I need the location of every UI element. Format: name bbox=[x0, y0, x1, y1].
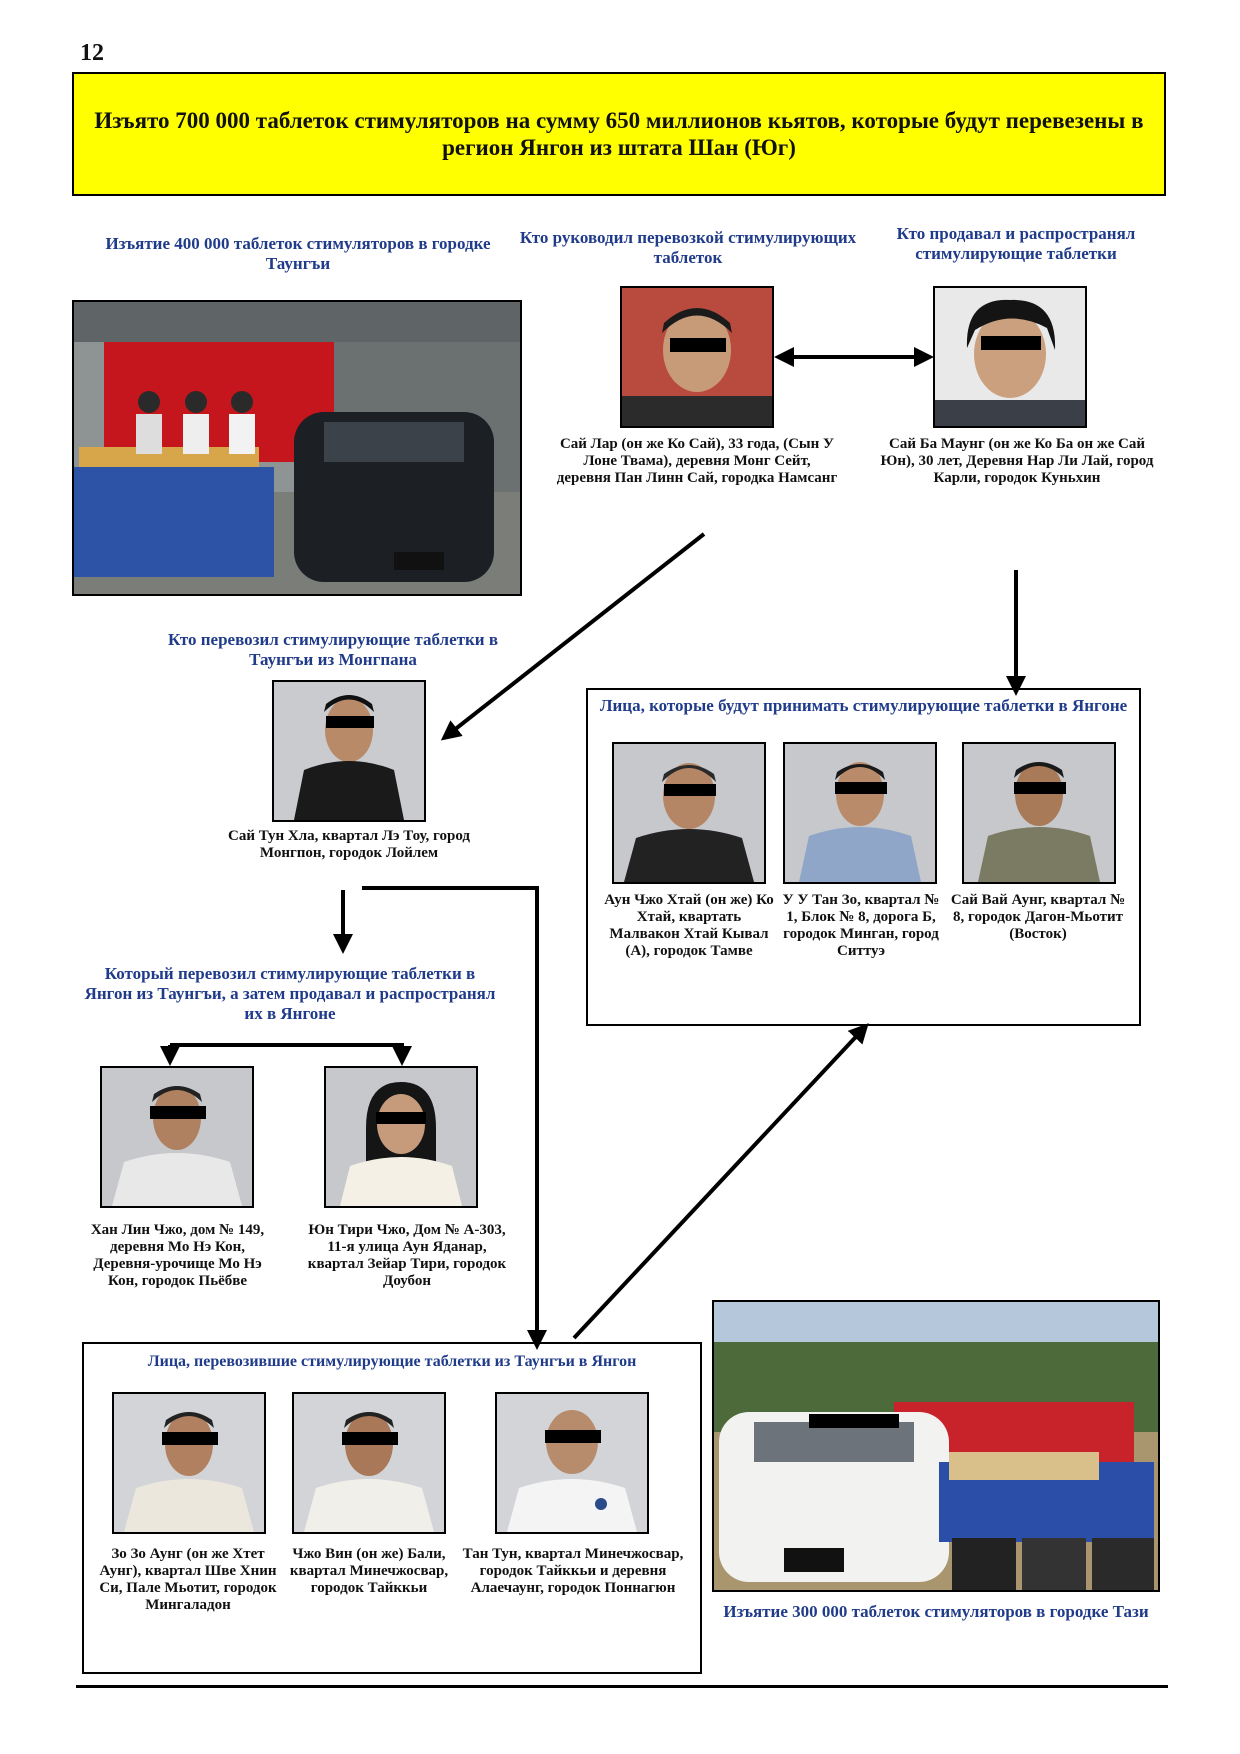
transporter-heading: Кто перевозил стимулирующие таблетки в Таунгъи из Монгпана bbox=[167, 630, 499, 669]
page-title: Изъято 700 000 таблеток стимуляторов на сумму 650 миллионов кьятов, которые будут перевезены в регион Янгон из штата Шан (Юг) bbox=[94, 108, 1144, 160]
organizer-caption: Сай Лар (он же Ко Сай), 33 года, (Сын У Лоне Твама), деревня Монг Сейт, деревня Пан Линн Сай, городка Намсанг bbox=[556, 436, 838, 486]
receiver-caption-3: Сай Вай Аунг, квартал № 8, городок Дагон-Мьотит (Восток) bbox=[950, 892, 1126, 942]
arrow-transporter-couriers bbox=[362, 888, 537, 1346]
seizure-tazi-heading: Изъятие 300 000 таблеток стимуляторов в городке Тази bbox=[723, 1602, 1149, 1621]
organizer-heading: Кто руководил перевозкой стимулирующих таблеток bbox=[519, 228, 857, 267]
couriers-heading: Лица, перевозившие стимулирующие таблетки из Таунгъи в Янгон bbox=[147, 1353, 637, 1370]
seizure-taunggyi-heading: Изъятие 400 000 таблеток стимуляторов в городке Таунгъи bbox=[105, 234, 491, 273]
courier-caption-3: Тан Тун, квартал Минечжосвар, городок Тайккьи и деревня Алаечаунг, городок Поннагюн bbox=[462, 1546, 684, 1596]
courier-caption-2: Чжо Вин (он же) Бали, квартал Минечжосвар, городок Тайккьи bbox=[289, 1546, 449, 1596]
courier-caption-1: Зо Зо Аунг (он же Хтет Аунг), квартал Шве Хнин Си, Пале Мьотит, городок Мингаладон bbox=[99, 1546, 277, 1613]
yangon-seller-caption-1: Хан Лин Чжо, дом № 149, деревня Мо Нэ Кон, Деревня-урочище Мо Нэ Кон, городок Пьёбве bbox=[90, 1222, 265, 1289]
receiver-caption-1: Аун Чжо Хтай (он же) Ко Хтай, квартать Малвакон Хтай Кывал (A), городок Тамве bbox=[604, 892, 774, 959]
arrow-organizer-transporter bbox=[444, 534, 704, 738]
arrow-couriers-receivers bbox=[574, 1026, 866, 1338]
receivers-heading: Лица, которые будут принимать стимулирующие таблетки в Янгоне bbox=[599, 696, 1128, 715]
yangon-seller-caption-2: Юн Тири Чжо, Дом № A-303, 11-я улица Аун Яданар, квартал Зейар Тири, городок Доубон bbox=[307, 1222, 507, 1289]
receiver-caption-2: У У Тан Зо, квартал № 1, Блок № 8, дорога Б, городок Минган, город Ситтуэ bbox=[782, 892, 940, 959]
seller-heading: Кто продавал и распространял стимулирующие таблетки bbox=[896, 224, 1136, 263]
page-number: 12 bbox=[80, 40, 104, 66]
transporter-caption: Сай Тун Хла, квартал Лэ Тоу, город Монгпон, городок Лойлем bbox=[228, 828, 470, 861]
seller-caption: Сай Ба Маунг (он же Ко Ба он же Сай Юн), 30 лет, Деревня Нар Ли Лай, город Карли, городок Куньхин bbox=[880, 436, 1154, 486]
arrow-split-bar bbox=[170, 1045, 402, 1062]
yangon-seller-heading: Который перевозил стимулирующие таблетки в Янгон из Таунгъи, а затем продавал и распространял их в Янгоне bbox=[84, 964, 496, 1023]
bottom-rule bbox=[76, 1685, 1168, 1688]
